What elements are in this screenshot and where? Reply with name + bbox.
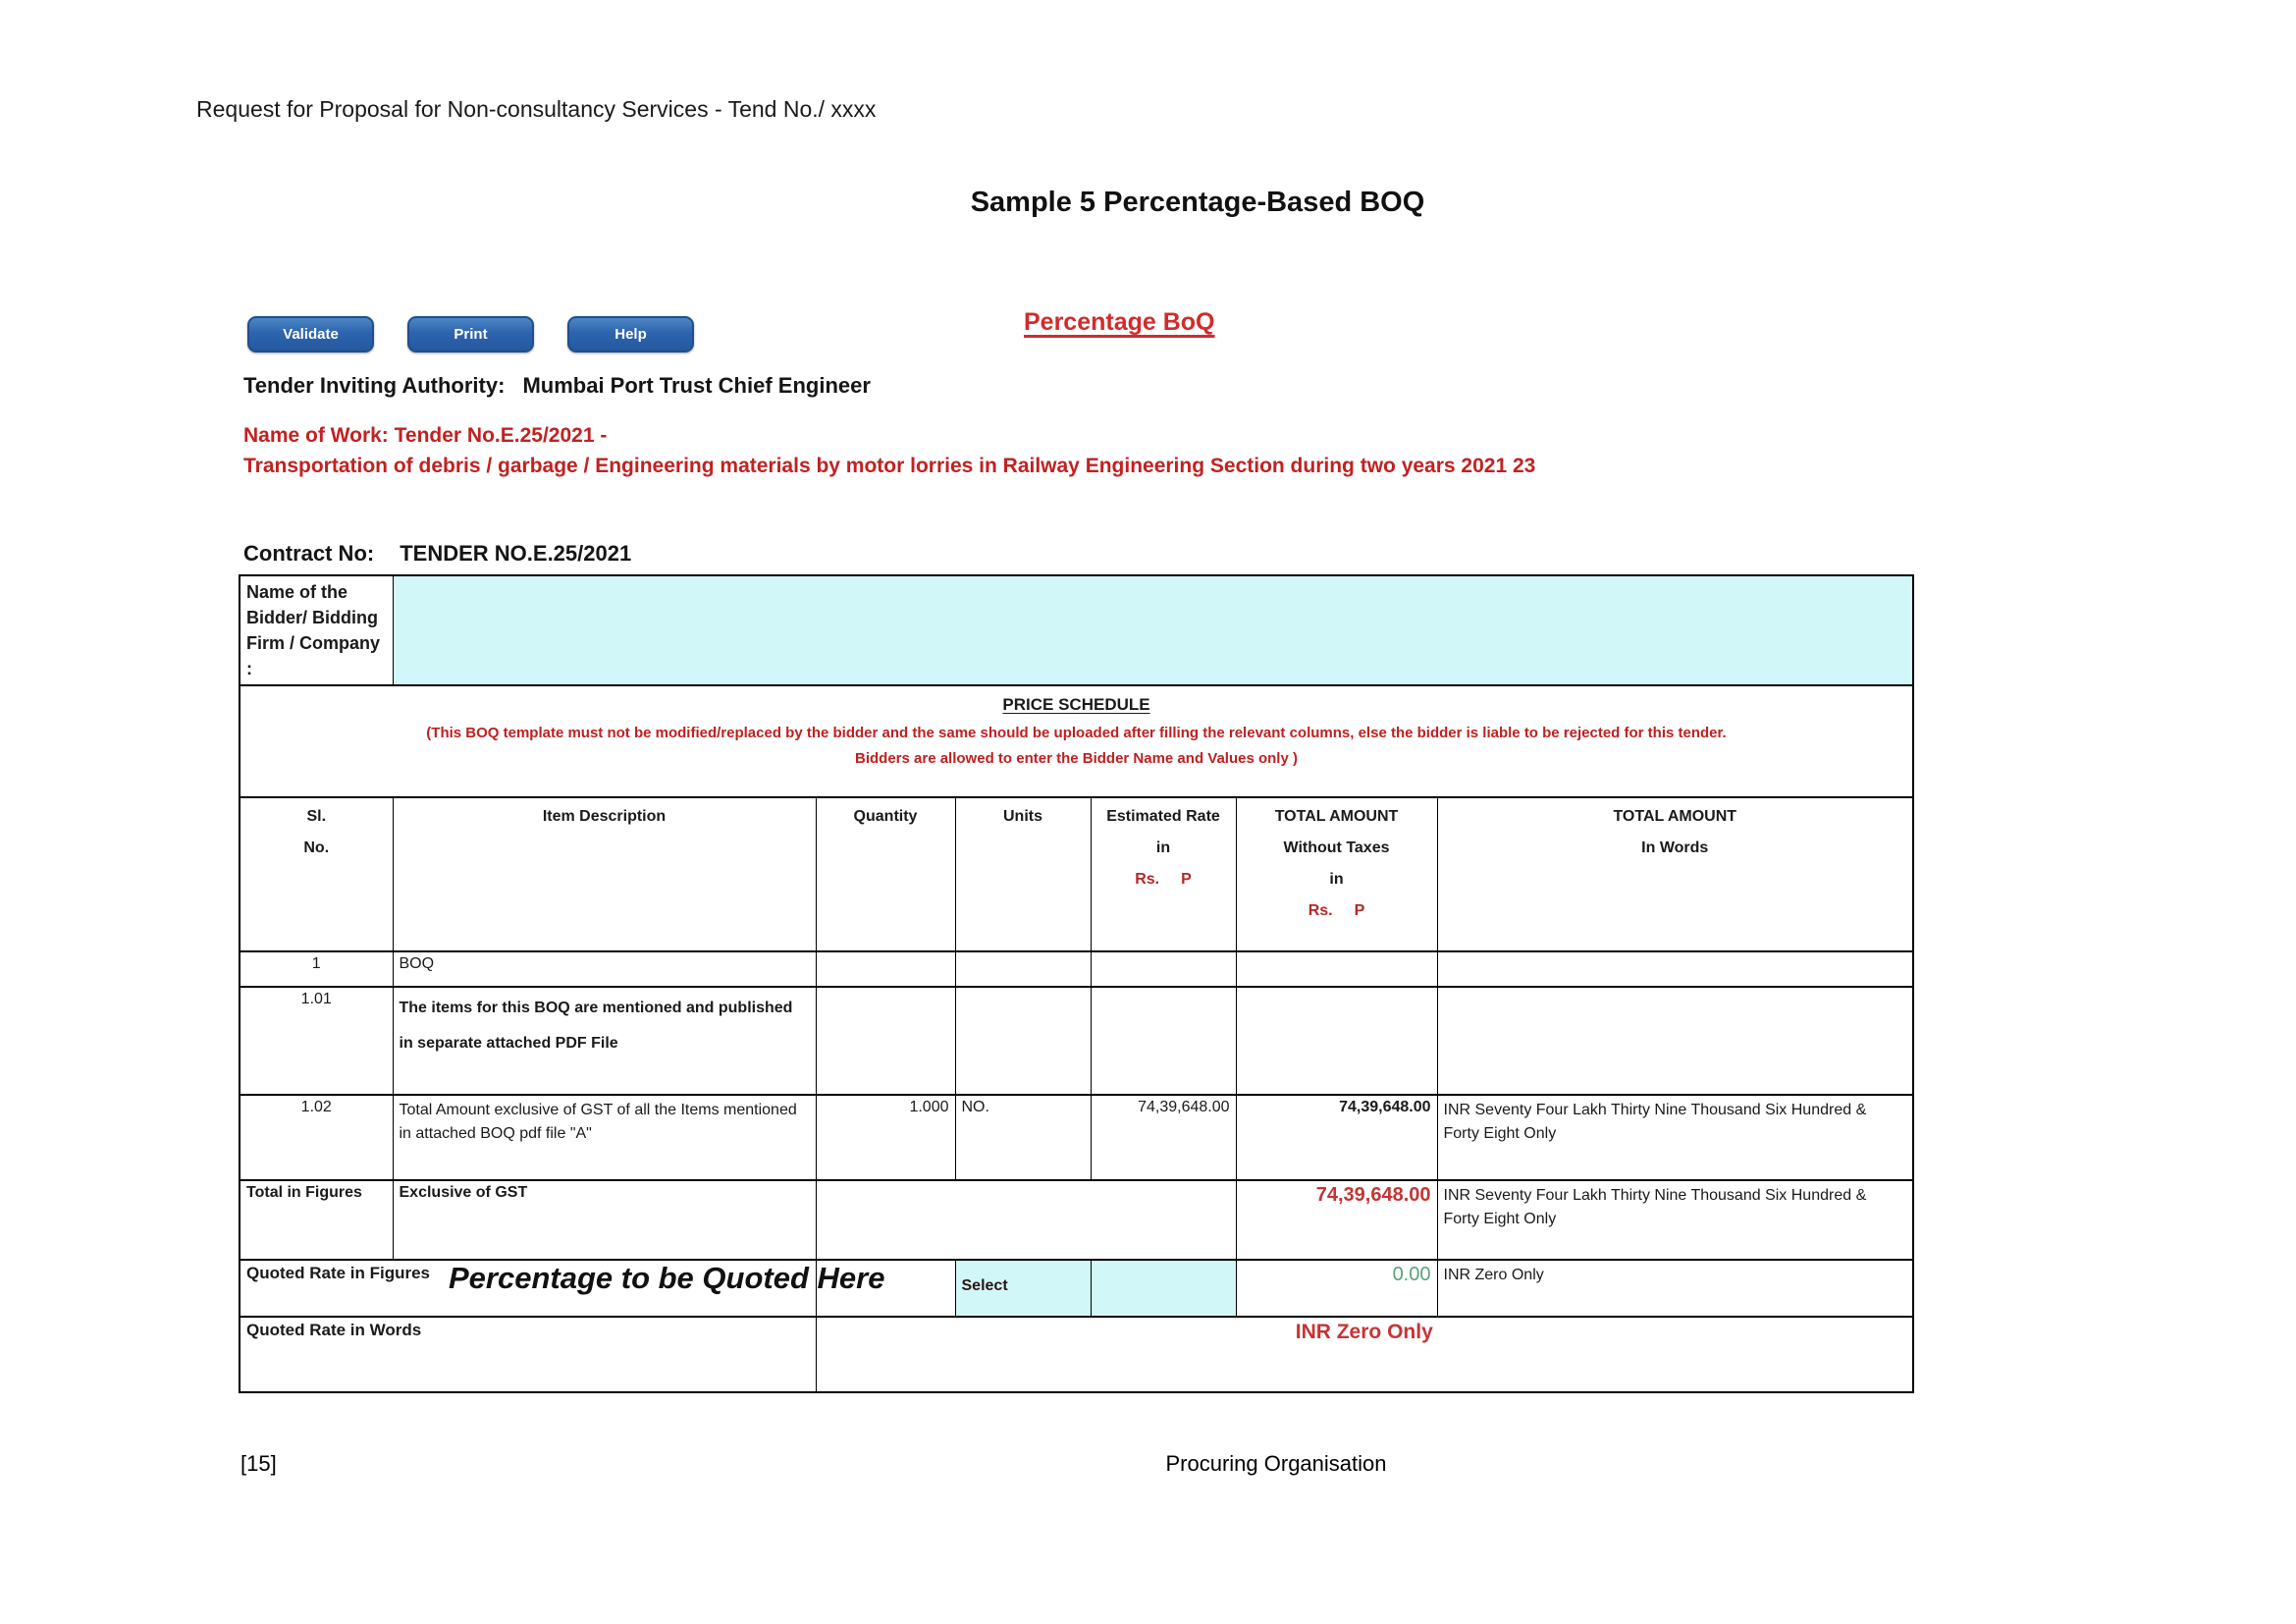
row101-sl: 1.01 xyxy=(240,987,393,1095)
row102-amount-in-words: INR Seventy Four Lakh Thirty Nine Thousand Six Hundred & Forty Eight Only xyxy=(1437,1095,1913,1180)
row102-estimated-rate: 74,39,648.00 xyxy=(1091,1095,1236,1180)
empty-cell xyxy=(1236,987,1437,1095)
percentage-select-dropdown[interactable]: Select xyxy=(955,1260,1091,1317)
price-schedule-title: PRICE SCHEDULE xyxy=(1002,695,1150,714)
table-header-row xyxy=(240,797,1913,951)
tender-inviting-authority xyxy=(243,373,871,399)
empty-cell xyxy=(1091,951,1236,987)
contract-no xyxy=(243,541,631,567)
name-of-work-line1: Name of Work: Tender No.E.25/2021 - xyxy=(243,424,608,447)
row102-description: Total Amount exclusive of GST of all the Items mentioned in attached BOQ pdf file "A" xyxy=(393,1095,816,1180)
quoted-rate-figures-row xyxy=(240,1260,1913,1317)
boq-type-heading: Percentage BoQ xyxy=(1024,308,1215,336)
total-row-description: Exclusive of GST xyxy=(393,1180,816,1260)
tia-value: Mumbai Port Trust Chief Engineer xyxy=(522,373,871,398)
empty-cell xyxy=(955,987,1091,1095)
quoted-words-label-cell xyxy=(240,1317,816,1392)
header-total-amount-words: TOTAL AMOUNT In Words xyxy=(1437,797,1913,951)
procuring-organisation-footer: Procuring Organisation xyxy=(1165,1451,1387,1476)
row102-units: NO. xyxy=(955,1095,1091,1180)
price-schedule-cell xyxy=(240,685,1913,797)
empty-cell xyxy=(1437,987,1913,1095)
row-1 xyxy=(240,951,1913,987)
bidder-label-line2: Bidder/ Bidding xyxy=(246,608,378,627)
page-number: [15] xyxy=(240,1451,277,1476)
row-1-01 xyxy=(240,987,1913,1095)
page-title: Sample 5 Percentage-Based BOQ xyxy=(970,187,1425,218)
total-row-label: Total in Figures xyxy=(240,1180,393,1260)
row101-description: The items for this BOQ are mentioned and published in separate attached PDF File xyxy=(393,987,816,1095)
quoted-figures-label: Quoted Rate in Figures xyxy=(246,1264,431,1282)
bidder-name-input[interactable] xyxy=(393,575,1913,685)
quoted-words-label: Quoted Rate in Words xyxy=(246,1321,422,1339)
empty-cell xyxy=(1236,951,1437,987)
empty-cell xyxy=(816,987,955,1095)
header-quantity: Quantity xyxy=(816,797,955,951)
row1-sl: 1 xyxy=(240,951,393,987)
empty-cell xyxy=(816,1180,1236,1260)
bidder-label-line3: Firm / Company : xyxy=(246,633,381,678)
row1-description: BOQ xyxy=(393,951,816,987)
tia-label: Tender Inviting Authority: xyxy=(243,373,506,398)
price-schedule-warning-line2: Bidders are allowed to enter the Bidder Name and Values only ) xyxy=(855,750,1298,767)
percentage-quote-hint: Percentage to be Quoted Here xyxy=(449,1261,885,1295)
bidder-label-line1: Name of the xyxy=(246,582,348,602)
quoted-rate-words-row xyxy=(240,1317,1913,1392)
total-amount-value: 74,39,648.00 xyxy=(1236,1180,1437,1260)
boq-table xyxy=(239,574,1914,1393)
empty-cell xyxy=(1091,987,1236,1095)
row102-quantity: 1.000 xyxy=(816,1095,955,1180)
name-of-work-line2: Transportation of debris / garbage / Engineering materials by motor lorries in Railway Engineering Section during two years 2021 23 xyxy=(243,455,1536,477)
bidder-label-cell xyxy=(240,575,393,685)
row102-total-amount: 74,39,648.00 xyxy=(1236,1095,1437,1180)
toolbar xyxy=(247,316,694,352)
document-header: Request for Proposal for Non-consultancy Services - Tend No./ xxxx xyxy=(196,96,877,122)
name-of-work xyxy=(243,420,1535,481)
contract-label: Contract No: xyxy=(243,541,375,566)
header-units: Units xyxy=(955,797,1091,951)
contract-value: TENDER NO.E.25/2021 xyxy=(400,541,632,566)
row-1-02 xyxy=(240,1095,1913,1180)
header-estimated-rate: Estimated Rate in Rs. P xyxy=(1091,797,1236,951)
help-button[interactable]: Help xyxy=(567,316,694,352)
print-button[interactable]: Print xyxy=(407,316,534,352)
empty-cell xyxy=(816,951,955,987)
total-in-figures-row xyxy=(240,1180,1913,1260)
quoted-words-value-cell: INR Zero Only xyxy=(816,1317,1913,1392)
percentage-value-input[interactable] xyxy=(1091,1260,1236,1317)
row102-sl: 1.02 xyxy=(240,1095,393,1180)
bidder-row xyxy=(240,575,1913,685)
empty-cell xyxy=(955,951,1091,987)
quoted-figures-label-cell xyxy=(240,1260,885,1317)
empty-cell xyxy=(1437,951,1913,987)
header-sl-no: Sl. No. xyxy=(240,797,393,951)
total-amount-in-words: INR Seventy Four Lakh Thirty Nine Thousand Six Hundred & Forty Eight Only xyxy=(1437,1180,1913,1260)
quoted-amount-value: 0.00 xyxy=(1236,1260,1437,1317)
validate-button[interactable]: Validate xyxy=(247,316,374,352)
price-schedule-warning-line1: (This BOQ template must not be modified/replaced by the bidder and the same should be uploaded after filling the relevant columns, else the bidder is liable to be rejected for this tender. xyxy=(426,725,1727,741)
header-item-description: Item Description xyxy=(393,797,816,951)
price-schedule-row xyxy=(240,685,1913,797)
quoted-amount-in-words: INR Zero Only xyxy=(1437,1260,1913,1317)
header-total-amount: TOTAL AMOUNT Without Taxes in Rs. P xyxy=(1236,797,1437,951)
